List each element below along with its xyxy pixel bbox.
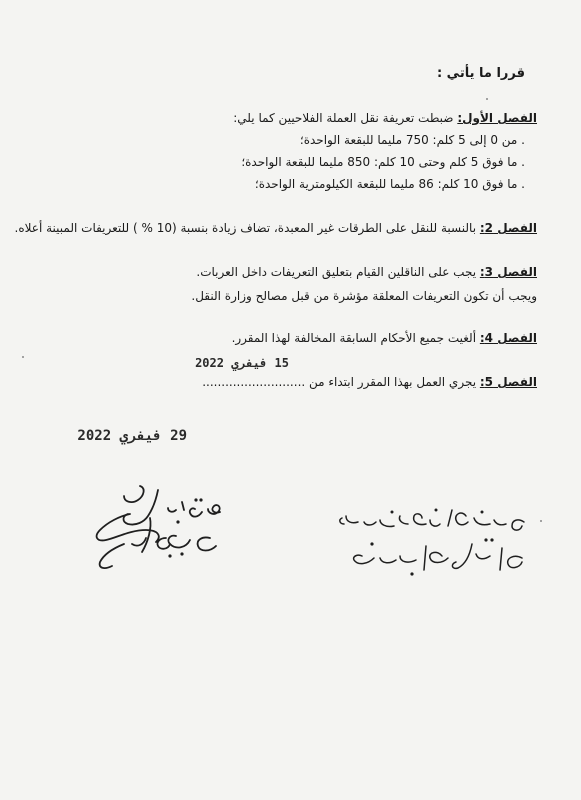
chapter-2 [15, 220, 537, 236]
scan-speck [22, 356, 24, 358]
chapter-3-label: الفصل 3: [479, 265, 537, 279]
chapter-1-text: ضبطت تعريفة نقل العملة الفلاحيين كما يلي: [233, 111, 458, 125]
scan-speck [486, 98, 488, 100]
scan-speck [540, 520, 542, 522]
chapter-2-text: بالنسبة للنقل على الطرقات غير المعبدة، تضاف زيادة بنسبة (10 % ) للتعريفات المبينة أعلاه. [14, 221, 480, 235]
chapter-1-label: الفصل الأول: [457, 111, 537, 125]
chapter-5 [202, 374, 537, 390]
signing-date-stamp: 29 فيفري 2022 [77, 428, 187, 444]
chapter-3 [196, 264, 537, 280]
decision-heading: قررا ما يأتي : [436, 66, 525, 81]
chapter-1 [233, 110, 537, 126]
signature-transport-minister [70, 478, 240, 576]
chapter-4-text: ألغيت جميع الأحكام السابقة المخالفة لهذا المقرر. [231, 331, 480, 345]
chapter-2-label: الفصل 2: [479, 221, 537, 235]
calligraphy-signature-right-icon [332, 500, 532, 582]
tariff-item-3: . ما فوق 10 كلم: 86 مليما للبقعة الكيلومترية الواحدة؛ [254, 177, 525, 191]
tariff-item-2: . ما فوق 5 كلم وحتى 10 كلم: 850 مليما للبقعة الواحدة؛ [241, 155, 525, 169]
tariff-item-1: . من 0 إلى 5 كلم: 750 مليما للبقعة الواحدة؛ [299, 133, 525, 147]
effective-date-stamp: 15 فيفري 2022 [195, 356, 289, 370]
chapter-4 [232, 330, 537, 346]
signature-commerce-minister [332, 500, 532, 582]
chapter-4-label: الفصل 4: [479, 331, 537, 345]
chapter-3-text: يجب على الناقلين القيام بتعليق التعريفات داخل العربات. [196, 265, 480, 279]
chapter-5-text: يجري العمل بهذا المقرر ابتداء من ........................... [202, 375, 480, 389]
chapter-3-continuation: ويجب أن تكون التعريفات المعلقة مؤشرة من قبل مصالح وزارة النقل. [191, 289, 537, 303]
chapter-5-label: الفصل 5: [479, 375, 537, 389]
handwritten-signature-left-icon [70, 478, 240, 576]
